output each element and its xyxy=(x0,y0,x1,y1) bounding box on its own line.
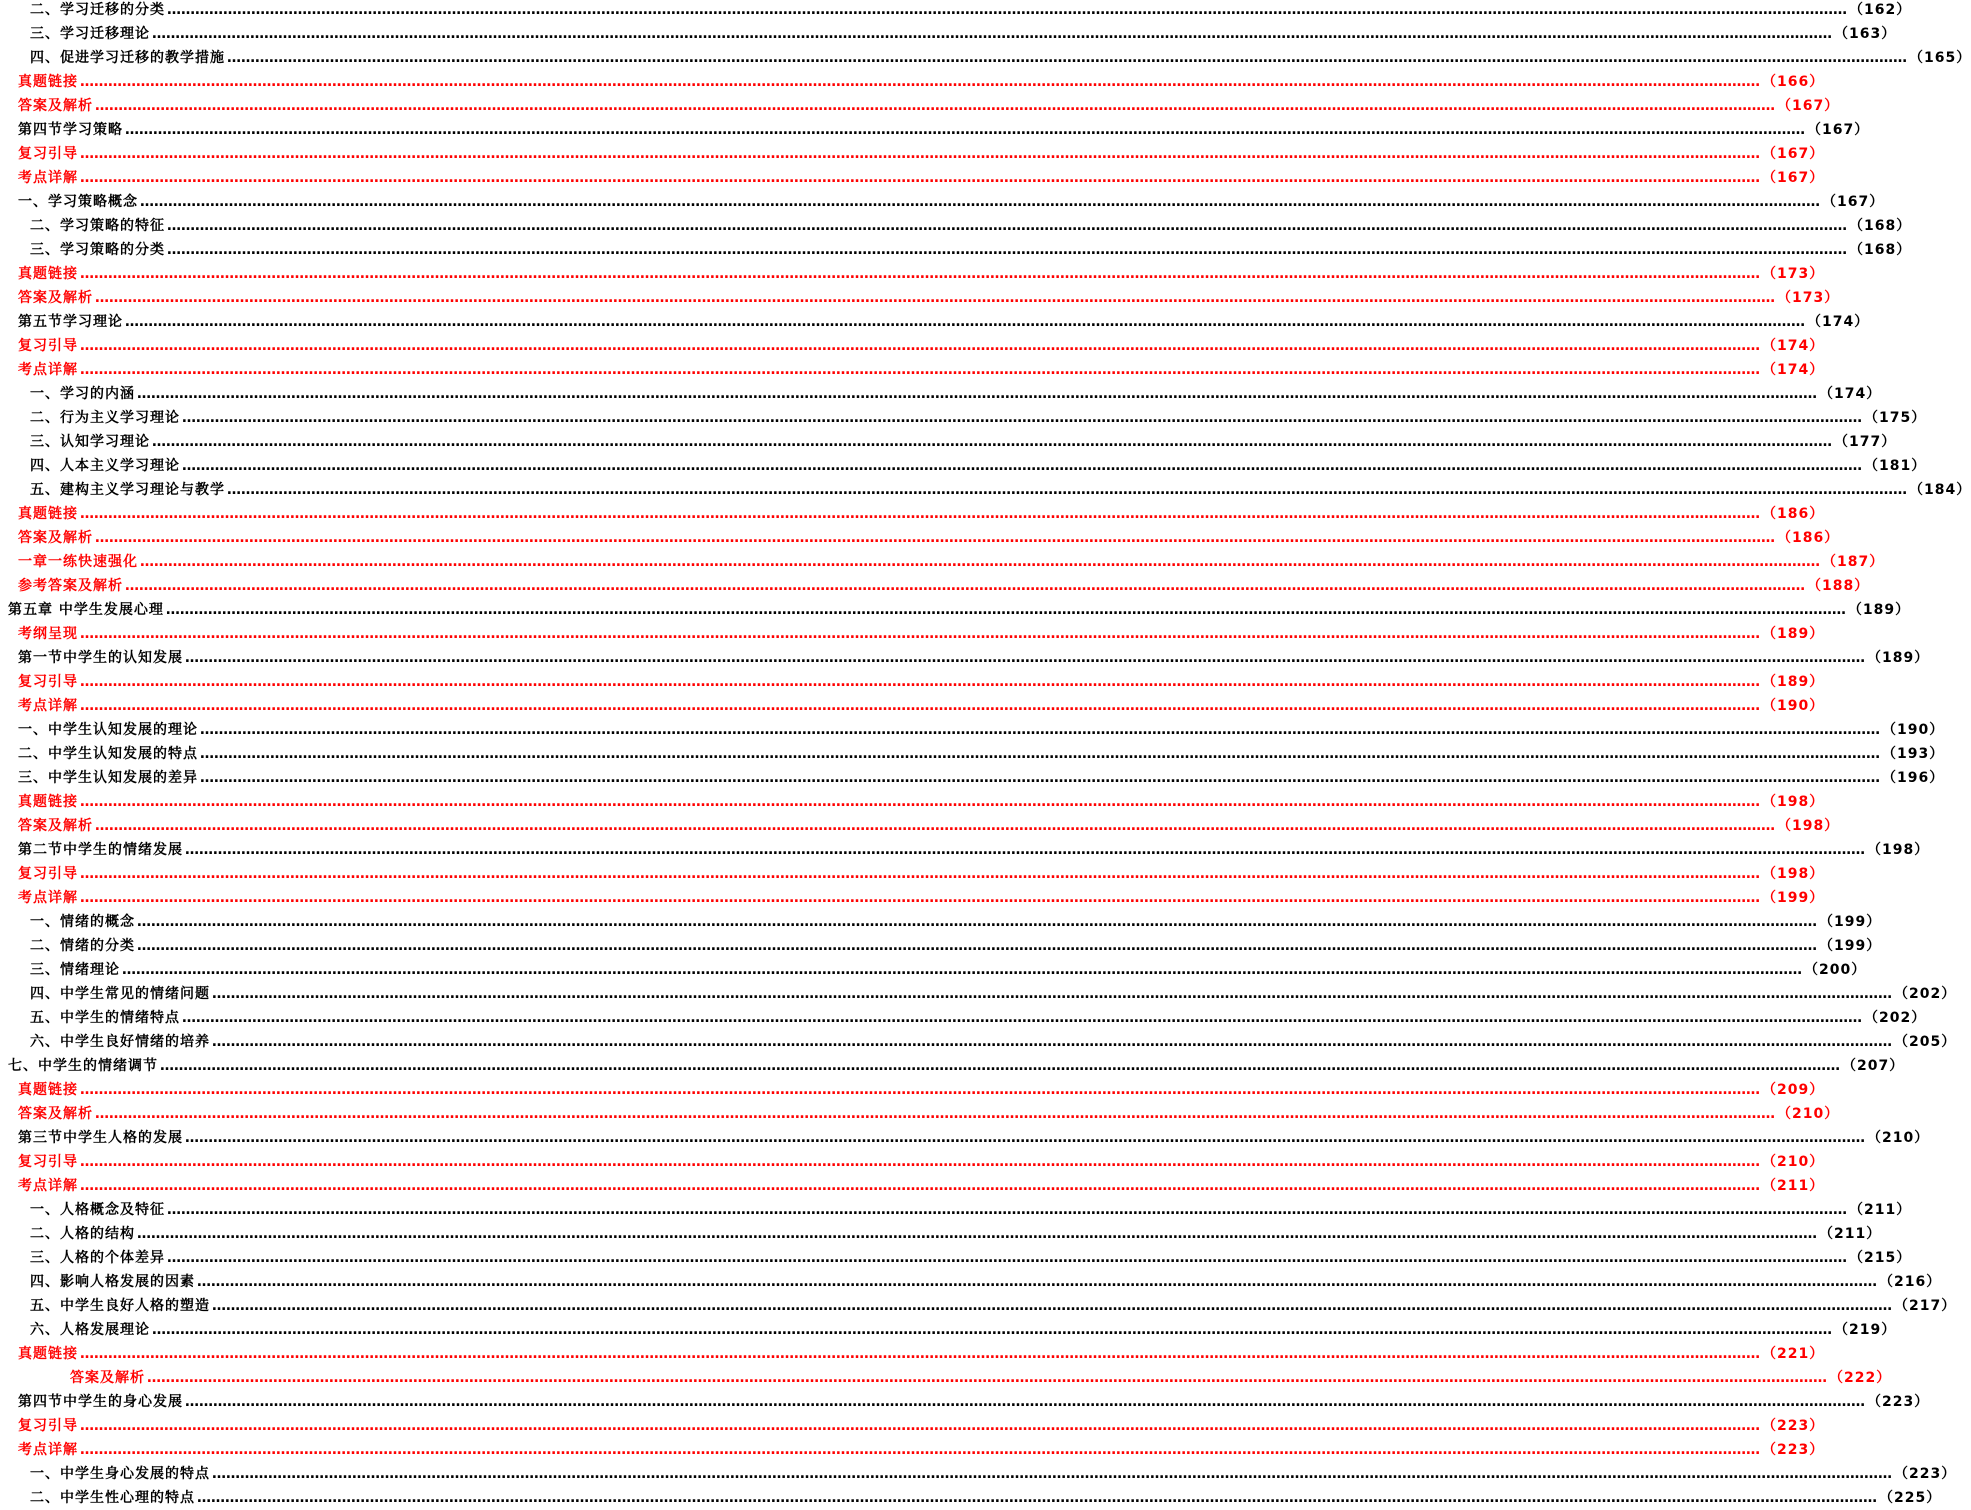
toc-leader-dots: ……………………………………………………………………………………………………………………………………………………………………………………………………………………………………………………………………………………………………………………………… xyxy=(80,794,1760,810)
toc-entry-page: （196） xyxy=(1882,770,1945,786)
toc-entry-page: （199） xyxy=(1819,938,1882,954)
toc-leader-dots: ……………………………………………………………………………………………………………………………………………………………………………………………………………………………………………………………………………………………………………………………… xyxy=(137,938,1817,954)
toc-leader-dots: ……………………………………………………………………………………………………………………………………………………………………………………………………………………………………………………………………………………………………………………………… xyxy=(80,866,1760,882)
toc-leader-dots: ……………………………………………………………………………………………………………………………………………………………………………………………………………………………………………………………………………………………………………………………… xyxy=(167,1202,1847,1218)
toc-entry-title: 一、学习策略概念 xyxy=(18,194,138,210)
toc-entry[interactable] xyxy=(30,22,1897,46)
toc-entry-page: （188） xyxy=(1807,578,1870,594)
toc-entry-page: （167） xyxy=(1822,194,1885,210)
toc-entry-page: （210） xyxy=(1762,1154,1825,1170)
toc-leader-dots: ……………………………………………………………………………………………………………………………………………………………………………………………………………………………………………………………………………………………………………………………… xyxy=(95,818,1775,834)
toc-leader-dots: ……………………………………………………………………………………………………………………………………………………………………………………………………………………………………………………………………………………………………………………………… xyxy=(140,194,1820,210)
toc-entry-page: （168） xyxy=(1849,242,1912,258)
toc-entry[interactable] xyxy=(18,118,1870,142)
toc-leader-dots: ……………………………………………………………………………………………………………………………………………………………………………………………………………………………………………………………………………………………………………………………… xyxy=(125,314,1805,330)
toc-entry-title: 答案及解析 xyxy=(18,290,93,306)
toc-leader-dots: ……………………………………………………………………………………………………………………………………………………………………………………………………………………………………………………………………………………………………………………………… xyxy=(185,1130,1865,1146)
toc-entry-page: （173） xyxy=(1777,290,1840,306)
toc-entry[interactable] xyxy=(18,166,1825,190)
toc-leader-dots: ……………………………………………………………………………………………………………………………………………………………………………………………………………………………………………………………………………………………………………………………… xyxy=(185,842,1865,858)
toc-entry-title: 答案及解析 xyxy=(18,818,93,834)
toc-entry-title: 五、中学生良好人格的塑造 xyxy=(30,1298,210,1314)
toc-entry[interactable] xyxy=(18,70,1825,94)
toc-entry-page: （181） xyxy=(1864,458,1927,474)
toc-entry[interactable] xyxy=(18,550,1885,574)
toc-entry[interactable] xyxy=(18,334,1825,358)
toc-entry[interactable] xyxy=(18,1174,1825,1198)
toc-entry[interactable] xyxy=(8,598,1911,622)
toc-entry-page: （184） xyxy=(1909,482,1971,498)
toc-leader-dots: ……………………………………………………………………………………………………………………………………………………………………………………………………………………………………………………………………………………………………………………………… xyxy=(80,1346,1760,1362)
toc-leader-dots: ……………………………………………………………………………………………………………………………………………………………………………………………………………………………………………………………………………………………………………………………… xyxy=(200,770,1880,786)
toc-entry-page: （165） xyxy=(1909,50,1971,66)
toc-entry[interactable] xyxy=(30,910,1882,934)
toc-leader-dots: ……………………………………………………………………………………………………………………………………………………………………………………………………………………………………………………………………………………………………………………………… xyxy=(80,74,1760,90)
toc-entry[interactable] xyxy=(30,982,1957,1006)
toc-leader-dots: ……………………………………………………………………………………………………………………………………………………………………………………………………………………………………………………………………………………………………………………………… xyxy=(182,1010,1862,1026)
toc-leader-dots: ……………………………………………………………………………………………………………………………………………………………………………………………………………………………………………………………………………………………………………………………… xyxy=(137,1226,1817,1242)
toc-entry-title: 六、中学生良好情绪的培养 xyxy=(30,1034,210,1050)
toc-leader-dots: ……………………………………………………………………………………………………………………………………………………………………………………………………………………………………………………………………………………………………………………………… xyxy=(152,26,1832,42)
toc-entry-title: 一、中学生认知发展的理论 xyxy=(18,722,198,738)
toc-entry[interactable] xyxy=(18,94,1840,118)
toc-entry-page: （200） xyxy=(1804,962,1867,978)
toc-entry-page: （167） xyxy=(1777,98,1840,114)
toc-entry[interactable] xyxy=(30,238,1912,262)
toc-entry-page: （174） xyxy=(1807,314,1870,330)
toc-leader-dots: ……………………………………………………………………………………………………………………………………………………………………………………………………………………………………………………………………………………………………………………………… xyxy=(182,458,1862,474)
toc-leader-dots: ……………………………………………………………………………………………………………………………………………………………………………………………………………………………………………………………………………………………………………………………… xyxy=(137,386,1817,402)
toc-leader-dots: ……………………………………………………………………………………………………………………………………………………………………………………………………………………………………………………………………………………………………………………………… xyxy=(80,506,1760,522)
toc-entry-title: 真题链接 xyxy=(18,1346,78,1362)
toc-leader-dots: ……………………………………………………………………………………………………………………………………………………………………………………………………………………………………………………………………………………………………………………………… xyxy=(212,1034,1892,1050)
toc-leader-dots: ……………………………………………………………………………………………………………………………………………………………………………………………………………………………………………………………………………………………………………………………… xyxy=(165,602,1846,618)
toc-entry-page: （189） xyxy=(1847,602,1911,618)
toc-entry-title: 答案及解析 xyxy=(70,1370,145,1386)
toc-entry[interactable] xyxy=(18,286,1840,310)
toc-leader-dots: ……………………………………………………………………………………………………………………………………………………………………………………………………………………………………………………………………………………………………………………………… xyxy=(80,674,1760,690)
toc-entry-page: （173） xyxy=(1762,266,1825,282)
toc-entry[interactable] xyxy=(30,214,1912,238)
toc-entry[interactable] xyxy=(30,46,1971,70)
toc-entry-title: 三、学习迁移理论 xyxy=(30,26,150,42)
toc-entry-title: 三、学习策略的分类 xyxy=(30,242,165,258)
toc-entry[interactable] xyxy=(18,1150,1825,1174)
toc-leader-dots: ……………………………………………………………………………………………………………………………………………………………………………………………………………………………………………………………………………………………………………………………… xyxy=(200,746,1880,762)
toc-entry-title: 考点详解 xyxy=(18,1178,78,1194)
toc-leader-dots: ……………………………………………………………………………………………………………………………………………………………………………………………………………………………………………………………………………………………………………………………… xyxy=(80,626,1760,642)
toc-entry-page: （217） xyxy=(1894,1298,1957,1314)
toc-entry-title: 真题链接 xyxy=(18,794,78,810)
toc-entry-title: 一、学习的内涵 xyxy=(30,386,135,402)
toc-entry-title: 二、学习策略的特征 xyxy=(30,218,165,234)
toc-entry-page: （219） xyxy=(1834,1322,1897,1338)
toc-leader-dots: ……………………………………………………………………………………………………………………………………………………………………………………………………………………………………………………………………………………………………………………………… xyxy=(80,1154,1760,1170)
toc-leader-dots: ……………………………………………………………………………………………………………………………………………………………………………………………………………………………………………………………………………………………………………………………… xyxy=(80,1418,1760,1434)
toc-entry-title: 一、情绪的概念 xyxy=(30,914,135,930)
toc-entry-page: （198） xyxy=(1762,866,1825,882)
toc-entry-title: 第一节中学生的认知发展 xyxy=(18,650,183,666)
toc-entry[interactable] xyxy=(30,1006,1927,1030)
toc-entry-title: 第三节中学生人格的发展 xyxy=(18,1130,183,1146)
toc-entry-title: 二、中学生认知发展的特点 xyxy=(18,746,198,762)
toc-entry-title: 四、中学生常见的情绪问题 xyxy=(30,986,210,1002)
toc-entry-page: （215） xyxy=(1849,1250,1912,1266)
toc-entry-title: 第五节学习理论 xyxy=(18,314,123,330)
toc-entry[interactable] xyxy=(18,1390,1930,1414)
toc-entry-title: 真题链接 xyxy=(18,74,78,90)
toc-entry-page: （174） xyxy=(1762,338,1825,354)
toc-entry-page: （198） xyxy=(1762,794,1825,810)
toc-entry-title: 一章一练快速强化 xyxy=(18,554,138,570)
toc-leader-dots: ……………………………………………………………………………………………………………………………………………………………………………………………………………………………………………………………………………………………………………………………… xyxy=(80,1082,1760,1098)
toc-entry[interactable] xyxy=(30,0,1912,22)
toc-leader-dots: ……………………………………………………………………………………………………………………………………………………………………………………………………………………………………………………………………………………………………………………………… xyxy=(80,146,1760,162)
toc-leader-dots: ……………………………………………………………………………………………………………………………………………………………………………………………………………………………………………………………………………………………………………………………… xyxy=(95,1106,1775,1122)
toc-leader-dots: ……………………………………………………………………………………………………………………………………………………………………………………………………………………………………………………………………………………………………………………………… xyxy=(80,266,1760,282)
toc-entry-title: 五、中学生的情绪特点 xyxy=(30,1010,180,1026)
toc-leader-dots: ……………………………………………………………………………………………………………………………………………………………………………………………………………………………………………………………………………………………………………………………… xyxy=(140,554,1820,570)
toc-entry-page: （198） xyxy=(1777,818,1840,834)
toc-entry-title: 第四节学习策略 xyxy=(18,122,123,138)
toc-leader-dots: ……………………………………………………………………………………………………………………………………………………………………………………………………………………………………………………………………………………………………………………………… xyxy=(167,2,1847,18)
toc-entry-page: （163） xyxy=(1834,26,1897,42)
toc-leader-dots: ……………………………………………………………………………………………………………………………………………………………………………………………………………………………………………………………………………………………………………………………… xyxy=(125,578,1805,594)
toc-entry[interactable] xyxy=(30,1270,1942,1294)
toc-entry-title: 二、学习迁移的分类 xyxy=(30,2,165,18)
toc-entry-page: （225） xyxy=(1879,1490,1942,1506)
toc-entry-page: （167） xyxy=(1807,122,1870,138)
toc-entry[interactable] xyxy=(18,1342,1825,1366)
toc-leader-dots: ……………………………………………………………………………………………………………………………………………………………………………………………………………………………………………………………………………………………………………………………… xyxy=(80,170,1760,186)
toc-entry[interactable] xyxy=(18,694,1825,718)
toc-leader-dots: ……………………………………………………………………………………………………………………………………………………………………………………………………………………………………………………………………………………………………………………………… xyxy=(182,410,1862,426)
toc-entry-title: 复习引导 xyxy=(18,866,78,882)
toc-entry[interactable] xyxy=(30,1246,1912,1270)
toc-entry[interactable] xyxy=(18,502,1825,526)
toc-entry-title: 四、影响人格发展的因素 xyxy=(30,1274,195,1290)
toc-entry-page: （199） xyxy=(1819,914,1882,930)
toc-entry-page: （168） xyxy=(1849,218,1912,234)
toc-leader-dots: ……………………………………………………………………………………………………………………………………………………………………………………………………………………………………………………………………………………………………………………………… xyxy=(167,242,1847,258)
toc-entry-page: （162） xyxy=(1849,2,1912,18)
toc-entry-title: 真题链接 xyxy=(18,506,78,522)
toc-entry[interactable] xyxy=(18,1078,1825,1102)
toc-leader-dots: ……………………………………………………………………………………………………………………………………………………………………………………………………………………………………………………………………………………………………………………………… xyxy=(80,1442,1760,1458)
toc-entry[interactable] xyxy=(30,1030,1957,1054)
toc-leader-dots: ……………………………………………………………………………………………………………………………………………………………………………………………………………………………………………………………………………………………………………………………… xyxy=(160,1058,1840,1074)
toc-entry-page: （189） xyxy=(1867,650,1930,666)
toc-entry-page: （211） xyxy=(1762,1178,1825,1194)
toc-entry-page: （167） xyxy=(1762,146,1825,162)
toc-entry-title: 三、情绪理论 xyxy=(30,962,120,978)
toc-entry-title: 一、人格概念及特征 xyxy=(30,1202,165,1218)
toc-entry[interactable] xyxy=(30,1462,1957,1486)
toc-entry-page: （186） xyxy=(1777,530,1840,546)
toc-entry-title: 四、人本主义学习理论 xyxy=(30,458,180,474)
toc-entry[interactable] xyxy=(18,886,1825,910)
toc-leader-dots: ……………………………………………………………………………………………………………………………………………………………………………………………………………………………………………………………………………………………………………………………… xyxy=(152,1322,1832,1338)
toc-leader-dots: ……………………………………………………………………………………………………………………………………………………………………………………………………………………………………………………………………………………………………………………………… xyxy=(185,650,1865,666)
toc-entry-title: 二、中学生性心理的特点 xyxy=(30,1490,195,1506)
toc-entry[interactable] xyxy=(18,1438,1825,1462)
toc-entry[interactable] xyxy=(30,958,1867,982)
toc-leader-dots: ……………………………………………………………………………………………………………………………………………………………………………………………………………………………………………………………………………………………………………………………… xyxy=(197,1274,1877,1290)
toc-entry[interactable] xyxy=(18,1102,1840,1126)
toc-entry-title: 复习引导 xyxy=(18,146,78,162)
toc-entry-title: 复习引导 xyxy=(18,1154,78,1170)
toc-leader-dots: ……………………………………………………………………………………………………………………………………………………………………………………………………………………………………………………………………………………………………………………………… xyxy=(137,914,1817,930)
toc-entry-title: 考点详解 xyxy=(18,362,78,378)
toc-leader-dots: ……………………………………………………………………………………………………………………………………………………………………………………………………………………………………………………………………………………………………………………………… xyxy=(227,50,1907,66)
toc-entry-page: （189） xyxy=(1762,674,1825,690)
toc-entry-page: （202） xyxy=(1894,986,1957,1002)
toc-entry-page: （190） xyxy=(1762,698,1825,714)
toc-entry[interactable] xyxy=(18,718,1945,742)
toc-entry-title: 一、中学生身心发展的特点 xyxy=(30,1466,210,1482)
toc-entry[interactable] xyxy=(30,1486,1942,1510)
toc-leader-dots: ……………………………………………………………………………………………………………………………………………………………………………………………………………………………………………………………………………………………………………………………… xyxy=(152,434,1832,450)
toc-entry[interactable] xyxy=(18,814,1840,838)
toc-entry[interactable] xyxy=(18,838,1930,862)
toc-entry[interactable] xyxy=(18,1414,1825,1438)
toc-entry[interactable] xyxy=(30,430,1897,454)
toc-entry-page: （187） xyxy=(1822,554,1885,570)
toc-entry[interactable] xyxy=(18,766,1945,790)
toc-leader-dots: ……………………………………………………………………………………………………………………………………………………………………………………………………………………………………………………………………………………………………………………………… xyxy=(167,1250,1847,1266)
toc-leader-dots: ……………………………………………………………………………………………………………………………………………………………………………………………………………………………………………………………………………………………………………………………… xyxy=(95,530,1775,546)
toc-entry-page: （211） xyxy=(1819,1226,1882,1242)
toc-entry-page: （205） xyxy=(1894,1034,1957,1050)
toc-entry-page: （210） xyxy=(1777,1106,1840,1122)
toc-entry[interactable] xyxy=(70,1366,1892,1390)
toc-leader-dots: ……………………………………………………………………………………………………………………………………………………………………………………………………………………………………………………………………………………………………………………………… xyxy=(227,482,1907,498)
toc-entry[interactable] xyxy=(18,862,1825,886)
toc-entry-page: （210） xyxy=(1867,1130,1930,1146)
toc-entry-page: （177） xyxy=(1834,434,1897,450)
toc-entry-title: 考点详解 xyxy=(18,170,78,186)
toc-entry-title: 答案及解析 xyxy=(18,1106,93,1122)
toc-entry-title: 答案及解析 xyxy=(18,530,93,546)
toc-leader-dots: ……………………………………………………………………………………………………………………………………………………………………………………………………………………………………………………………………………………………………………………………… xyxy=(147,1370,1827,1386)
toc-entry-title: 六、人格发展理论 xyxy=(30,1322,150,1338)
toc-entry-page: （174） xyxy=(1819,386,1882,402)
toc-leader-dots: ……………………………………………………………………………………………………………………………………………………………………………………………………………………………………………………………………………………………………………………………… xyxy=(197,1490,1877,1506)
toc-entry[interactable] xyxy=(18,262,1825,286)
toc-entry[interactable] xyxy=(30,1318,1897,1342)
toc-entry-page: （222） xyxy=(1829,1370,1892,1386)
toc-entry[interactable] xyxy=(18,310,1870,334)
toc-entry-title: 第二节中学生的情绪发展 xyxy=(18,842,183,858)
toc-leader-dots: ……………………………………………………………………………………………………………………………………………………………………………………………………………………………………………………………………………………………………………………………… xyxy=(212,1466,1892,1482)
toc-entry-title: 真题链接 xyxy=(18,1082,78,1098)
toc-entry[interactable] xyxy=(30,406,1927,430)
toc-entry-title: 二、情绪的分类 xyxy=(30,938,135,954)
toc-entry-title: 答案及解析 xyxy=(18,98,93,114)
toc-entry[interactable] xyxy=(30,934,1882,958)
toc-entry-title: 七、中学生的情绪调节 xyxy=(8,1058,158,1074)
toc-entry-title: 复习引导 xyxy=(18,674,78,690)
toc-entry[interactable] xyxy=(18,622,1825,646)
toc-entry-title: 二、行为主义学习理论 xyxy=(30,410,180,426)
toc-entry-title: 参考答案及解析 xyxy=(18,578,123,594)
toc-entry-title: 复习引导 xyxy=(18,1418,78,1434)
toc-entry-title: 三、人格的个体差异 xyxy=(30,1250,165,1266)
toc-entry[interactable] xyxy=(18,790,1825,814)
toc-entry[interactable] xyxy=(18,742,1945,766)
toc-entry[interactable] xyxy=(18,1126,1930,1150)
toc-leader-dots: ……………………………………………………………………………………………………………………………………………………………………………………………………………………………………………………………………………………………………………………………… xyxy=(185,1394,1865,1410)
toc-entry-page: （221） xyxy=(1762,1346,1825,1362)
toc-leader-dots: ……………………………………………………………………………………………………………………………………………………………………………………………………………………………………………………………………………………………………………………………… xyxy=(212,986,1892,1002)
toc-entry-title: 考纲呈现 xyxy=(18,626,78,642)
toc-entry-title: 考点详解 xyxy=(18,698,78,714)
toc-entry-page: （190） xyxy=(1882,722,1945,738)
toc-entry-page: （223） xyxy=(1894,1466,1957,1482)
toc-entry-page: （175） xyxy=(1864,410,1927,426)
toc-leader-dots: ……………………………………………………………………………………………………………………………………………………………………………………………………………………………………………………………………………………………………………………………… xyxy=(95,98,1775,114)
toc-entry[interactable] xyxy=(18,646,1930,670)
toc-entry-page: （223） xyxy=(1762,1418,1825,1434)
toc-entry[interactable] xyxy=(30,1294,1957,1318)
toc-entry-page: （189） xyxy=(1762,626,1825,642)
toc-entry[interactable] xyxy=(30,382,1882,406)
toc-leader-dots: ……………………………………………………………………………………………………………………………………………………………………………………………………………………………………………………………………………………………………………………………… xyxy=(80,698,1760,714)
toc-entry-page: （216） xyxy=(1879,1274,1942,1290)
toc-entry-title: 第五章 中学生发展心理 xyxy=(8,602,164,618)
toc-entry-title: 第四节中学生的身心发展 xyxy=(18,1394,183,1410)
toc-entry-title: 真题链接 xyxy=(18,266,78,282)
toc-leader-dots: ……………………………………………………………………………………………………………………………………………………………………………………………………………………………………………………………………………………………………………………………… xyxy=(80,890,1760,906)
toc-entry[interactable] xyxy=(18,142,1825,166)
toc-entry-page: （186） xyxy=(1762,506,1825,522)
toc-entry-page: （174） xyxy=(1762,362,1825,378)
toc-leader-dots: ……………………………………………………………………………………………………………………………………………………………………………………………………………………………………………………………………………………………………………………………… xyxy=(167,218,1847,234)
toc-leader-dots: ……………………………………………………………………………………………………………………………………………………………………………………………………………………………………………………………………………………………………………………………… xyxy=(80,362,1760,378)
toc-leader-dots: ……………………………………………………………………………………………………………………………………………………………………………………………………………………………………………………………………………………………………………………………… xyxy=(212,1298,1892,1314)
toc-entry-title: 四、促进学习迁移的教学措施 xyxy=(30,50,225,66)
toc-entry-page: （207） xyxy=(1842,1058,1905,1074)
toc-entry-title: 二、人格的结构 xyxy=(30,1226,135,1242)
toc-entry-page: （223） xyxy=(1762,1442,1825,1458)
toc-entry-page: （211） xyxy=(1849,1202,1912,1218)
toc-entry-title: 复习引导 xyxy=(18,338,78,354)
toc-entry-page: （202） xyxy=(1864,1010,1927,1026)
toc-entry-title: 五、建构主义学习理论与教学 xyxy=(30,482,225,498)
toc-leader-dots: ……………………………………………………………………………………………………………………………………………………………………………………………………………………………………………………………………………………………………………………………… xyxy=(125,122,1805,138)
toc-leader-dots: ……………………………………………………………………………………………………………………………………………………………………………………………………………………………………………………………………………………………………………………………… xyxy=(95,290,1775,306)
toc-entry-title: 考点详解 xyxy=(18,890,78,906)
toc-entry-page: （198） xyxy=(1867,842,1930,858)
toc-entry[interactable] xyxy=(18,574,1870,598)
toc-entry-page: （209） xyxy=(1762,1082,1825,1098)
toc-entry[interactable] xyxy=(18,190,1885,214)
toc-entry-page: （167） xyxy=(1762,170,1825,186)
toc-leader-dots: ……………………………………………………………………………………………………………………………………………………………………………………………………………………………………………………………………………………………………………………………… xyxy=(80,1178,1760,1194)
toc-entry-page: （193） xyxy=(1882,746,1945,762)
toc-entry-page: （223） xyxy=(1867,1394,1930,1410)
toc-entry[interactable] xyxy=(30,1222,1882,1246)
toc-entry-title: 三、中学生认知发展的差异 xyxy=(18,770,198,786)
toc-leader-dots: ……………………………………………………………………………………………………………………………………………………………………………………………………………………………………………………………………………………………………………………………… xyxy=(80,338,1760,354)
toc-leader-dots: ……………………………………………………………………………………………………………………………………………………………………………………………………………………………………………………………………………………………………………………………… xyxy=(122,962,1802,978)
toc-entry[interactable] xyxy=(30,1198,1912,1222)
toc-entry[interactable] xyxy=(30,478,1971,502)
toc-entry-title: 三、认知学习理论 xyxy=(30,434,150,450)
toc-entry[interactable] xyxy=(30,454,1927,478)
toc-entry-page: （199） xyxy=(1762,890,1825,906)
toc-entry[interactable] xyxy=(18,526,1840,550)
toc-leader-dots: ……………………………………………………………………………………………………………………………………………………………………………………………………………………………………………………………………………………………………………………………… xyxy=(200,722,1880,738)
toc-entry[interactable] xyxy=(8,1054,1905,1078)
toc-entry[interactable] xyxy=(18,670,1825,694)
toc-entry[interactable] xyxy=(18,358,1825,382)
toc-entry-title: 考点详解 xyxy=(18,1442,78,1458)
toc-entry-page: （166） xyxy=(1762,74,1825,90)
